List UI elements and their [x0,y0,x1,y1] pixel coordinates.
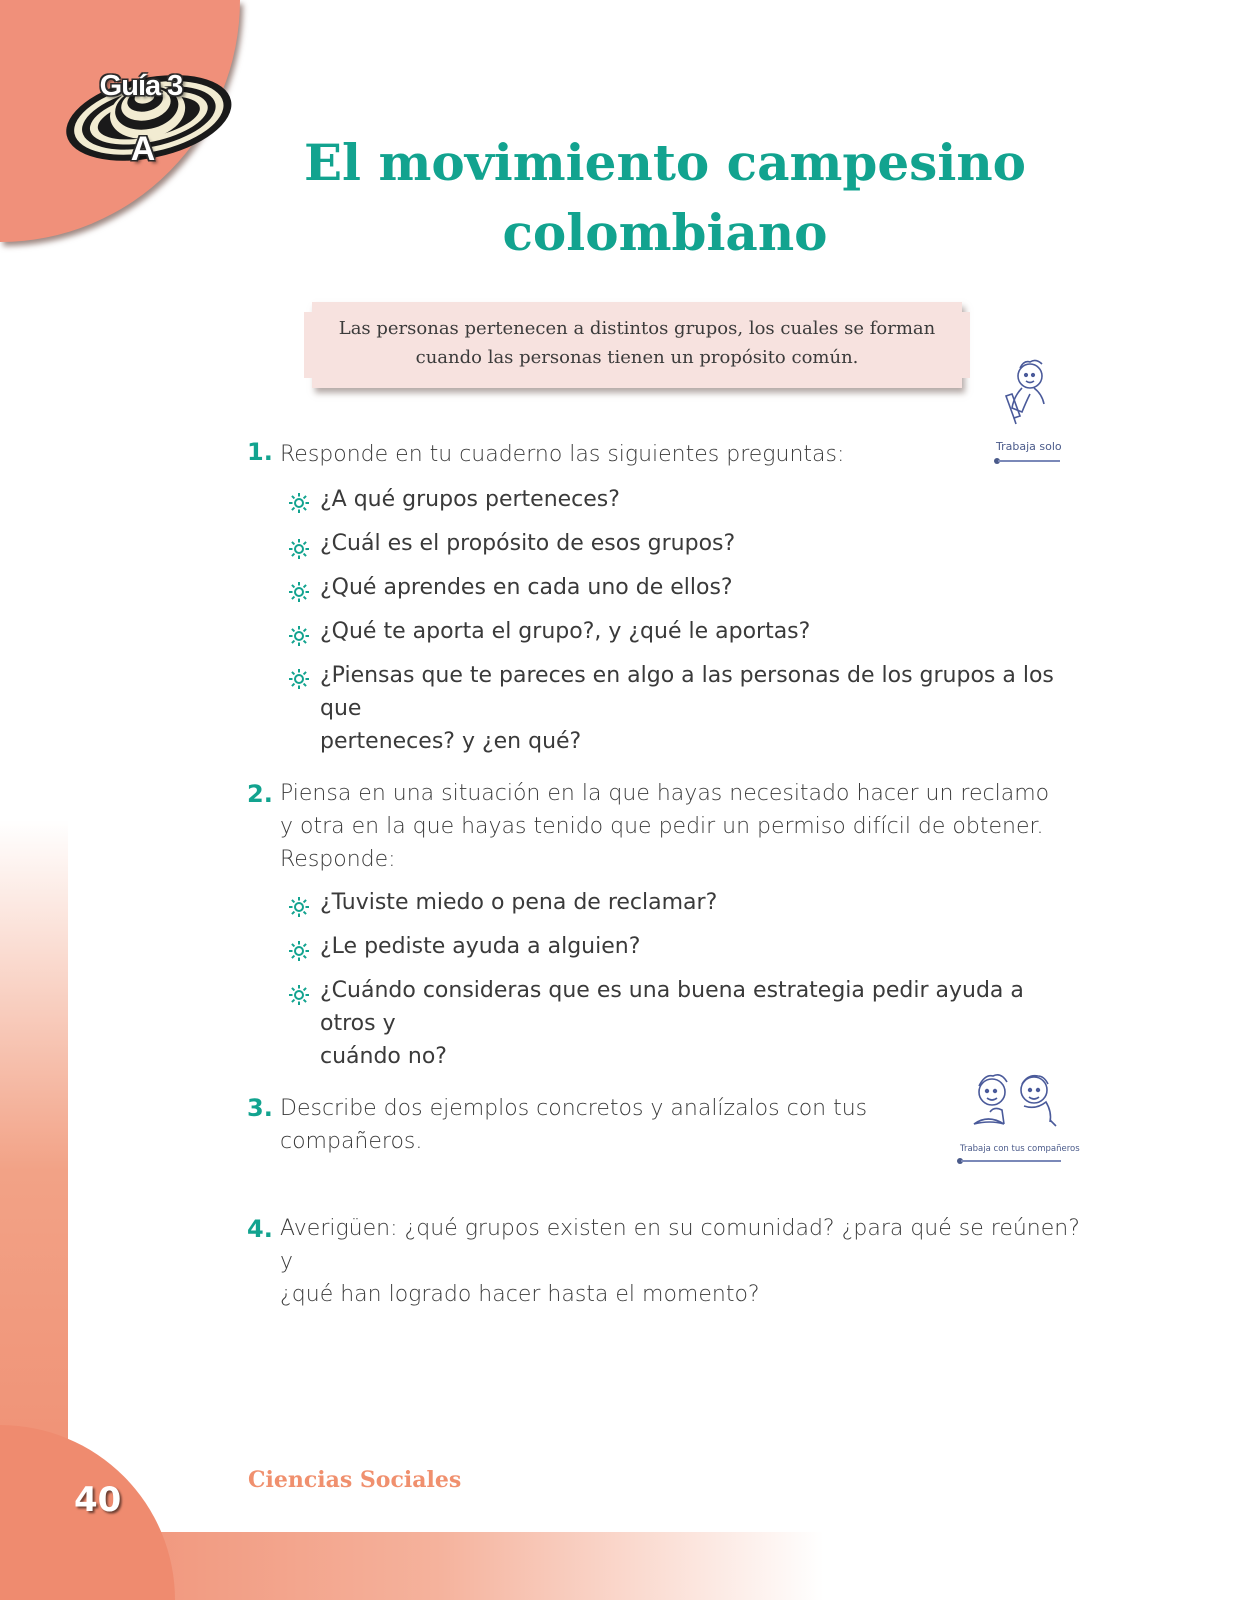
question-3-line-2: compañeros. [280,1129,423,1154]
question-4-line-1: Averigüen: ¿qué grupos existen en su comunidad? ¿para qué se reúnen? y [280,1216,1080,1274]
question-1-bullet-4: ¿Qué te aporta el grupo?, y ¿qué le aportas? [320,619,811,644]
page-title [290,128,1040,268]
question-1-number: 1. [247,438,273,466]
bottom-gradient-strip [0,1532,1248,1600]
intro-box [312,302,962,388]
bullet-icon [288,984,310,1006]
intro-line-2: cuando las personas tienen un propósito común. [415,347,859,368]
question-4-line-2: ¿qué han logrado hacer hasta el momento? [280,1282,760,1307]
caption-underline [961,1160,1061,1162]
subject-label: Ciencias Sociales [248,1467,462,1493]
child-writing-icon [1000,358,1054,428]
intro-line-1: Las personas pertenecen a distintos grupos, los cuales se forman [338,318,936,339]
question-1-bullet-2: ¿Cuál es el propósito de esos grupos? [320,531,736,556]
work-together-caption: Trabaja con tus compañeros [960,1144,1080,1154]
bullet-5-line-2: perteneces? y ¿en qué? [320,729,582,754]
question-2-bullet-3 [320,974,1080,1073]
page-number: 40 [74,1480,122,1520]
question-1-bullet-1: ¿A qué grupos perteneces? [320,487,620,512]
intro-text [312,314,962,372]
question-4-text [280,1212,1080,1311]
question-3-number: 3. [247,1094,273,1122]
work-alone-badge [996,358,1070,470]
guide-label: Guía 3 [99,70,183,102]
bullet-3-line-1: ¿Cuándo consideras que es una buena estrategia pedir ayuda a otros y [320,978,1024,1036]
caption-underline [998,460,1060,462]
bullet-icon [288,492,310,514]
bullet-5-line-1: ¿Piensas que te pareces en algo a las personas de los grupos a los que [320,663,1054,721]
question-2-text [280,777,1060,876]
bullet-icon [288,896,310,918]
bullet-icon [288,625,310,647]
question-1-text: Responde en tu cuaderno las siguientes preguntas: [280,442,845,467]
two-children-reading-icon [964,1070,1064,1136]
question-1-bullet-3: ¿Qué aprendes en cada uno de ellos? [320,575,733,600]
question-4-number: 4. [247,1215,273,1243]
question-2-bullet-1: ¿Tuviste miedo o pena de reclamar? [320,890,718,915]
bullet-icon [288,940,310,962]
bullet-icon [288,538,310,560]
work-together-badge [958,1070,1080,1170]
title-line-2: colombiano [502,203,828,262]
guide-letter: A [130,130,156,168]
question-1-bullet-5 [320,659,1080,758]
question-2-bullet-2: ¿Le pediste ayuda a alguien? [320,934,641,959]
question-2-line-2: y otra en la que hayas tenido que pedir un permiso difícil de obtener. [280,814,1044,839]
bullet-3-line-2: cuándo no? [320,1044,447,1069]
title-line-1: El movimiento campesino [303,133,1027,192]
question-3-text [280,1092,900,1158]
question-2-number: 2. [247,780,273,808]
bullet-icon [288,668,310,690]
question-3-line-1: Describe dos ejemplos concretos y analízalos con tus [280,1096,868,1121]
question-2-line-3: Responde: [280,847,396,872]
work-alone-caption: Trabaja solo [996,440,1062,453]
bullet-icon [288,581,310,603]
question-2-line-1: Piensa en una situación en la que hayas necesitado hacer un reclamo [280,781,1050,806]
